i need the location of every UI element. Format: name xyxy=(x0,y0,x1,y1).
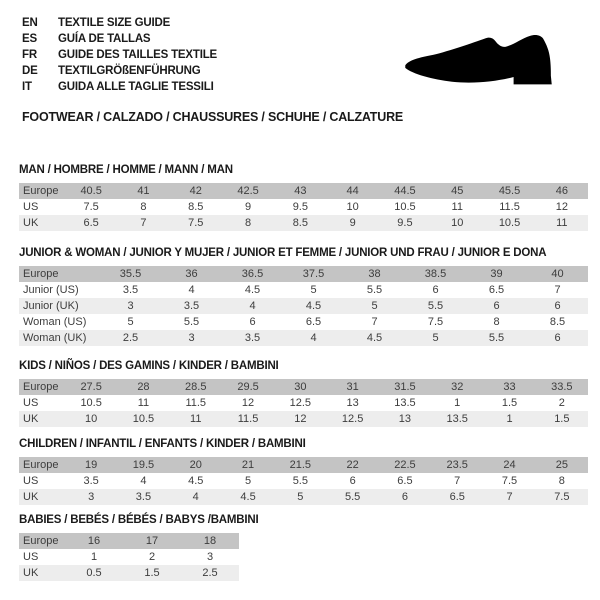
row-label: UK xyxy=(23,413,39,425)
size-cell: 5.5 xyxy=(488,332,505,344)
size-cell: 4 xyxy=(140,475,147,487)
row-label: Junior (UK) xyxy=(23,300,79,312)
size-cell: 7.5 xyxy=(188,217,204,229)
size-cell: 7 xyxy=(454,475,461,487)
size-cell: 31 xyxy=(346,381,359,393)
section-man xyxy=(19,164,600,231)
language-label: GUIDA ALLE TAGLIE TESSILI xyxy=(58,81,214,93)
size-cell: 28.5 xyxy=(185,381,207,393)
section-kids xyxy=(19,360,600,427)
size-cell: 5 xyxy=(432,332,439,344)
language-row xyxy=(22,63,217,79)
size-cell: 38 xyxy=(368,268,381,280)
language-code: IT xyxy=(22,81,32,93)
size-cell: 42.5 xyxy=(237,185,259,197)
row-label: UK xyxy=(23,567,39,579)
size-cell: 4 xyxy=(188,284,195,296)
size-cell: 3 xyxy=(88,491,95,503)
size-cell: 10.5 xyxy=(394,201,416,213)
size-cell: 12.5 xyxy=(341,413,364,425)
size-cell: 6 xyxy=(493,300,500,312)
size-cell: 33.5 xyxy=(551,381,573,393)
size-cell: 31.5 xyxy=(394,381,416,393)
row-label: US xyxy=(23,201,39,213)
section-title-children: CHILDREN / INFANTIL / ENFANTS / KINDER / BAMBINI xyxy=(19,438,306,450)
category-heading: FOOTWEAR / CALZADO / CHAUSSURES / SCHUHE / CALZATURE xyxy=(22,110,404,124)
size-cell: 0.5 xyxy=(86,567,102,579)
size-cell: 40.5 xyxy=(80,185,102,197)
table-row xyxy=(19,215,588,231)
size-cell: 3.5 xyxy=(244,332,261,344)
section-junior-woman xyxy=(19,247,600,346)
size-cell: 6 xyxy=(554,300,561,312)
size-cell: 22 xyxy=(346,459,359,471)
language-code: DE xyxy=(22,65,38,77)
size-sections xyxy=(0,164,600,581)
size-table-kids xyxy=(19,379,588,427)
language-label: GUÍA DE TALLAS xyxy=(58,33,151,45)
size-cell: 19 xyxy=(85,459,98,471)
language-row xyxy=(22,15,217,31)
size-cell: 7.5 xyxy=(554,491,570,503)
row-label: Europe xyxy=(23,459,59,471)
size-cell: 8 xyxy=(140,201,147,213)
size-cell: 7 xyxy=(140,217,147,229)
size-cell: 7.5 xyxy=(83,201,99,213)
size-cell: 1.5 xyxy=(144,567,160,579)
size-cell: 13.5 xyxy=(394,397,416,409)
size-cell: 11 xyxy=(137,397,150,409)
size-cell: 5.5 xyxy=(183,316,200,328)
size-cell: 45.5 xyxy=(498,185,521,197)
size-table-children xyxy=(19,457,588,505)
size-cell: 10.5 xyxy=(498,217,521,229)
size-cell: 6 xyxy=(401,491,408,503)
size-cell: 3 xyxy=(188,332,195,344)
size-cell: 1 xyxy=(454,397,461,409)
language-label: GUIDE DES TAILLES TEXTILE xyxy=(58,49,217,61)
size-cell: 1.5 xyxy=(554,413,570,425)
row-label: Europe xyxy=(23,185,59,197)
size-cell: 35.5 xyxy=(119,268,142,280)
size-cell: 1.5 xyxy=(501,397,518,409)
section-title-junior-woman: JUNIOR & WOMAN / JUNIOR Y MUJER / JUNIOR ET FEMME / JUNIOR UND FRAU / JUNIOR E DONA xyxy=(19,247,547,259)
size-cell: 24 xyxy=(503,459,516,471)
language-code: ES xyxy=(22,33,37,45)
table-row xyxy=(19,183,588,199)
size-cell: 36 xyxy=(185,268,198,280)
size-cell: 9 xyxy=(244,201,252,213)
size-table-babies xyxy=(19,533,239,581)
size-cell: 13 xyxy=(346,397,359,409)
size-cell: 3.5 xyxy=(83,475,99,487)
size-cell: 12 xyxy=(555,201,568,213)
size-cell: 6.5 xyxy=(397,475,413,487)
size-cell: 1 xyxy=(506,413,513,425)
size-cell: 10 xyxy=(346,201,359,213)
size-cell: 2 xyxy=(148,551,156,563)
size-cell: 42 xyxy=(189,185,202,197)
size-cell: 22.5 xyxy=(394,459,416,471)
size-cell: 3.5 xyxy=(135,491,152,503)
size-cell: 2.5 xyxy=(202,567,218,579)
section-title-man: MAN / HOMBRE / HOMME / MANN / MAN xyxy=(19,164,233,176)
size-cell: 46 xyxy=(555,185,568,197)
size-cell: 39 xyxy=(490,268,503,280)
size-cell: 5 xyxy=(371,300,378,312)
size-cell: 6 xyxy=(249,316,256,328)
size-cell: 6.5 xyxy=(488,284,505,296)
language-row xyxy=(22,79,217,95)
size-cell: 11 xyxy=(451,201,463,213)
size-cell: 9 xyxy=(349,217,356,229)
size-cell: 17 xyxy=(145,535,159,547)
section-babies xyxy=(19,514,600,581)
size-cell: 18 xyxy=(203,535,217,547)
section-title-babies: BABIES / BEBÉS / BÉBÉS / BABYS /BAMBINI xyxy=(19,514,259,526)
size-cell: 12 xyxy=(241,397,255,409)
section-title-kids: KIDS / NIÑOS / DES GAMINS / KINDER / BAMBINI xyxy=(19,360,279,372)
table-row xyxy=(19,549,239,565)
size-cell: 8 xyxy=(558,475,565,487)
size-cell: 9.5 xyxy=(397,217,413,229)
size-cell: 6.5 xyxy=(449,491,465,503)
size-cell: 41 xyxy=(137,185,150,197)
size-cell: 3.5 xyxy=(183,300,200,312)
size-cell: 36.5 xyxy=(241,268,264,280)
table-row xyxy=(19,379,588,395)
size-cell: 3.5 xyxy=(122,284,139,296)
size-cell: 4.5 xyxy=(305,300,322,312)
row-label: Junior (US) xyxy=(23,284,79,296)
size-cell: 27.5 xyxy=(80,381,102,393)
size-cell: 44 xyxy=(346,185,359,197)
language-code: EN xyxy=(22,17,38,29)
size-cell: 7.5 xyxy=(427,316,444,328)
row-label: UK xyxy=(23,491,39,503)
size-cell: 20 xyxy=(189,459,202,471)
size-cell: 5 xyxy=(127,316,134,328)
size-cell: 5.5 xyxy=(366,284,383,296)
size-cell: 5.5 xyxy=(427,300,444,312)
size-cell: 2.5 xyxy=(122,332,139,344)
size-cell: 4.5 xyxy=(240,491,256,503)
table-row xyxy=(19,314,588,330)
size-cell: 4 xyxy=(192,491,199,503)
size-cell: 1 xyxy=(90,551,98,563)
table-row xyxy=(19,282,588,298)
row-label: UK xyxy=(23,217,39,229)
size-cell: 32 xyxy=(451,381,464,393)
language-row xyxy=(22,31,217,47)
size-cell: 33 xyxy=(503,381,516,393)
table-row xyxy=(19,395,588,411)
row-label: US xyxy=(23,397,39,409)
table-row xyxy=(19,330,588,346)
size-cell: 7.5 xyxy=(501,475,518,487)
size-cell: 30 xyxy=(294,381,307,393)
size-cell: 29.5 xyxy=(237,381,259,393)
size-cell: 16 xyxy=(87,535,101,547)
size-cell: 8.5 xyxy=(188,201,204,213)
table-row xyxy=(19,457,588,473)
table-row xyxy=(19,199,588,215)
size-cell: 10.5 xyxy=(80,397,102,409)
table-row xyxy=(19,411,588,427)
size-cell: 8.5 xyxy=(549,316,566,328)
row-label: Woman (US) xyxy=(23,316,87,328)
size-cell: 12 xyxy=(294,413,307,425)
size-cell: 4.5 xyxy=(188,475,204,487)
language-label: TEXTILGRÖßENFÜHRUNG xyxy=(58,65,201,77)
table-row xyxy=(19,565,239,581)
language-list xyxy=(22,15,217,95)
size-cell: 7 xyxy=(506,491,513,503)
size-cell: 4 xyxy=(249,300,256,312)
size-cell: 5 xyxy=(244,475,252,487)
size-cell: 21.5 xyxy=(289,459,312,471)
language-code: FR xyxy=(22,49,37,61)
row-label: Europe xyxy=(23,535,59,547)
dress-shoe-icon xyxy=(395,22,575,100)
size-cell: 3 xyxy=(127,300,134,312)
size-table-junior-woman xyxy=(19,266,588,346)
table-row xyxy=(19,298,588,314)
size-cell: 23.5 xyxy=(446,459,468,471)
size-cell: 38.5 xyxy=(424,268,447,280)
size-cell: 37.5 xyxy=(302,268,325,280)
size-cell: 28 xyxy=(137,381,150,393)
header xyxy=(0,0,600,100)
size-cell: 25 xyxy=(555,459,568,471)
size-cell: 13 xyxy=(398,413,412,425)
row-label: Woman (UK) xyxy=(23,332,87,344)
size-cell: 44.5 xyxy=(394,185,416,197)
size-cell: 40 xyxy=(551,268,564,280)
size-cell: 11.5 xyxy=(499,201,520,213)
size-cell: 11.5 xyxy=(185,397,207,409)
section-children xyxy=(19,438,600,505)
size-cell: 13.5 xyxy=(446,413,468,425)
row-label: US xyxy=(23,551,39,563)
size-cell: 8 xyxy=(493,316,500,328)
size-cell: 3 xyxy=(206,551,214,563)
size-cell: 4.5 xyxy=(244,284,261,296)
language-row xyxy=(22,47,217,63)
size-cell: 9.5 xyxy=(292,201,308,213)
size-cell: 6 xyxy=(554,332,561,344)
row-label: Europe xyxy=(23,268,59,280)
row-label: Europe xyxy=(23,381,59,393)
size-cell: 11 xyxy=(190,413,202,425)
size-cell: 4.5 xyxy=(366,332,383,344)
size-table-man xyxy=(19,183,588,231)
size-cell: 6.5 xyxy=(83,217,99,229)
size-cell: 6 xyxy=(432,284,439,296)
size-cell: 5 xyxy=(297,491,304,503)
size-cell: 4 xyxy=(310,332,317,344)
size-cell: 5.5 xyxy=(344,491,361,503)
size-cell: 7 xyxy=(371,316,378,328)
size-cell: 45 xyxy=(451,185,464,197)
size-cell: 6 xyxy=(349,475,356,487)
size-cell: 2 xyxy=(558,397,565,409)
size-cell: 6.5 xyxy=(305,316,322,328)
size-cell: 10.5 xyxy=(132,413,155,425)
size-cell: 12.5 xyxy=(289,397,312,409)
size-cell: 5 xyxy=(310,284,317,296)
table-row xyxy=(19,533,239,549)
size-cell: 21 xyxy=(241,459,255,471)
language-label: TEXTILE SIZE GUIDE xyxy=(58,17,171,29)
size-cell: 10 xyxy=(85,413,98,425)
size-cell: 7 xyxy=(554,284,561,296)
size-cell: 8 xyxy=(244,217,252,229)
row-label: US xyxy=(23,475,39,487)
table-row xyxy=(19,489,588,505)
table-row xyxy=(19,473,588,489)
size-cell: 8.5 xyxy=(292,217,308,229)
size-cell: 5.5 xyxy=(292,475,308,487)
size-cell: 43 xyxy=(294,185,307,197)
size-cell: 10 xyxy=(451,217,464,229)
size-cell: 19.5 xyxy=(132,459,155,471)
size-cell: 11.5 xyxy=(237,413,259,425)
table-row xyxy=(19,266,588,282)
size-cell: 11 xyxy=(556,217,568,229)
